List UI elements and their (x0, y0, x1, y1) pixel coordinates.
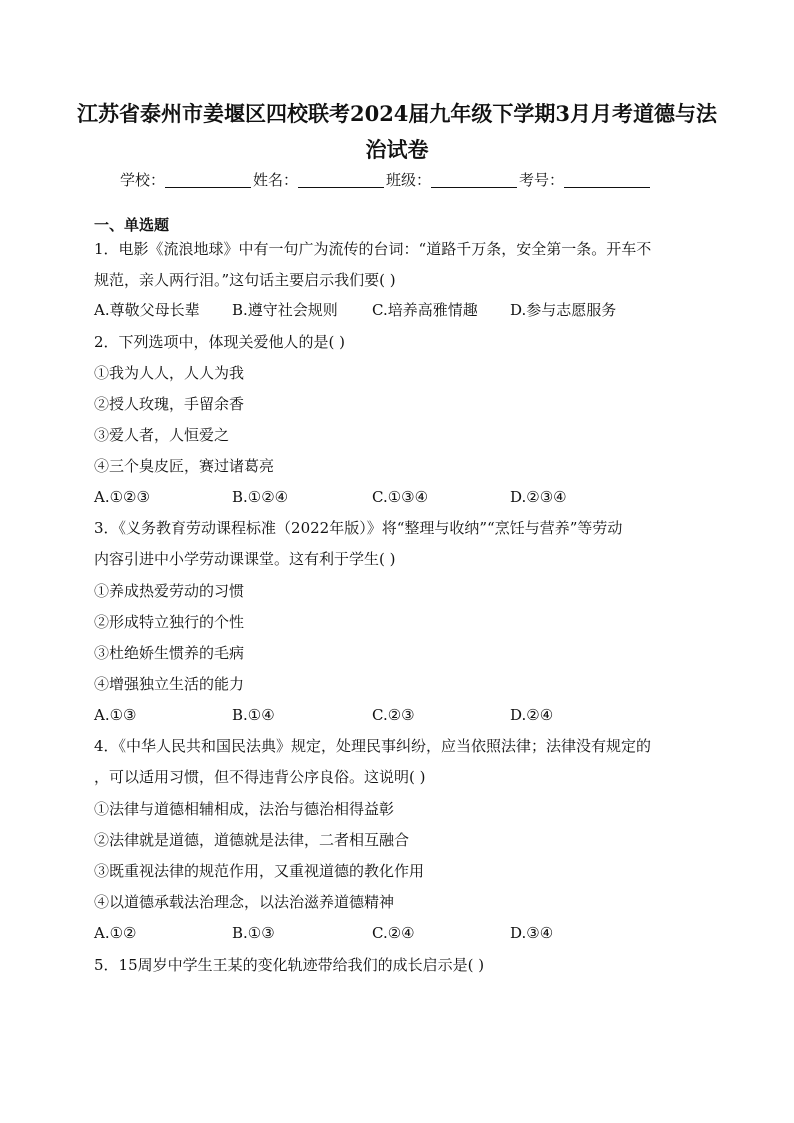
question-4-stem-line-2: ，可以适用习惯，但不得违背公序良俗。这说明( ) (94, 768, 426, 786)
name-label: 姓名： (253, 171, 299, 189)
question-3-stem-line-2: 内容引进中小学劳动课课堂。这有利于学生( ) (94, 550, 396, 568)
question-4-stem-line-1: 4．《中华人民共和国民法典》规定，处理民事纠纷，应当依照法律；法律没有规定的 (94, 737, 652, 755)
question-2-stem-line-1: 2．下列选项中，体现关爱他人的是( ) (94, 333, 346, 351)
question-3-stem-line-1: 3．《义务教育劳动课程标准（2022年版）》将“整理与收纳”“烹饪与营养”等劳动 (94, 519, 623, 537)
question-4-option-a: A.①② (94, 924, 137, 942)
question-2-option-c: C.①③④ (372, 488, 429, 506)
school-label: 学校： (120, 171, 166, 189)
exam-title-line-1: 江苏省泰州市姜堰区四校联考2024届九年级下学期3月月考道德与法 (76, 101, 718, 126)
question-4-option-d: D.③④ (510, 924, 554, 942)
question-3-item-4: ④增强独立生活的能力 (94, 675, 245, 693)
school-blank (165, 171, 251, 188)
question-1-option-a: A.尊敬父母长辈 (94, 301, 200, 319)
question-4-item-2: ②法律就是道德，道德就是法律，二者相互融合 (94, 831, 410, 849)
exam-no-label: 考号： (519, 171, 565, 189)
question-2-option-b: B.①②④ (232, 488, 289, 506)
question-1-stem-line-2: 规范，亲人两行泪。”这句话主要启示我们要( ) (94, 271, 396, 289)
question-3-item-1: ①养成热爱劳动的习惯 (94, 582, 245, 600)
student-info-row (120, 169, 700, 191)
question-1-stem-line-1: 1．电影《流浪地球》中有一句广为流传的台词：“道路千万条，安全第一条。开车不 (94, 240, 652, 258)
section-title: 一、单选题 (94, 216, 170, 234)
name-blank (298, 171, 384, 188)
question-4-option-b: B.①③ (232, 924, 275, 942)
question-2-option-a: A.①②③ (94, 488, 150, 506)
exam-title-line-2: 治试卷 (365, 137, 429, 162)
question-3-item-2: ②形成特立独行的个性 (94, 613, 245, 631)
question-3-item-3: ③杜绝娇生惯养的毛病 (94, 644, 245, 662)
question-4-item-3: ③既重视法律的规范作用，又重视道德的教化作用 (94, 862, 425, 880)
question-1-option-c: C.培养高雅情趣 (372, 301, 478, 319)
question-3-option-a: A.①③ (94, 706, 137, 724)
question-2-item-4: ④三个臭皮匠，赛过诸葛亮 (94, 457, 275, 475)
exam-no-blank (564, 171, 650, 188)
question-4-item-4: ④以道德承载法治理念，以法治滋养道德精神 (94, 893, 395, 911)
question-2-item-1: ①我为人人，人人为我 (94, 364, 245, 382)
question-3-option-b: B.①④ (232, 706, 275, 724)
class-label: 班级： (386, 171, 432, 189)
question-4-item-1: ①法律与道德相辅相成，法治与德治相得益彰 (94, 800, 395, 818)
question-1-option-d: D.参与志愿服务 (510, 301, 617, 319)
question-3-option-d: D.②④ (510, 706, 554, 724)
question-3-option-c: C.②③ (372, 706, 415, 724)
question-1-option-b: B.遵守社会规则 (232, 301, 338, 319)
question-2-item-2: ②授人玫瑰，手留余香 (94, 395, 245, 413)
question-5-stem-line-1: 5．15周岁中学生王某的变化轨迹带给我们的成长启示是( ) (94, 956, 485, 974)
question-4-option-c: C.②④ (372, 924, 415, 942)
class-blank (431, 171, 517, 188)
question-2-option-d: D.②③④ (510, 488, 567, 506)
question-2-item-3: ③爱人者，人恒爱之 (94, 426, 230, 444)
